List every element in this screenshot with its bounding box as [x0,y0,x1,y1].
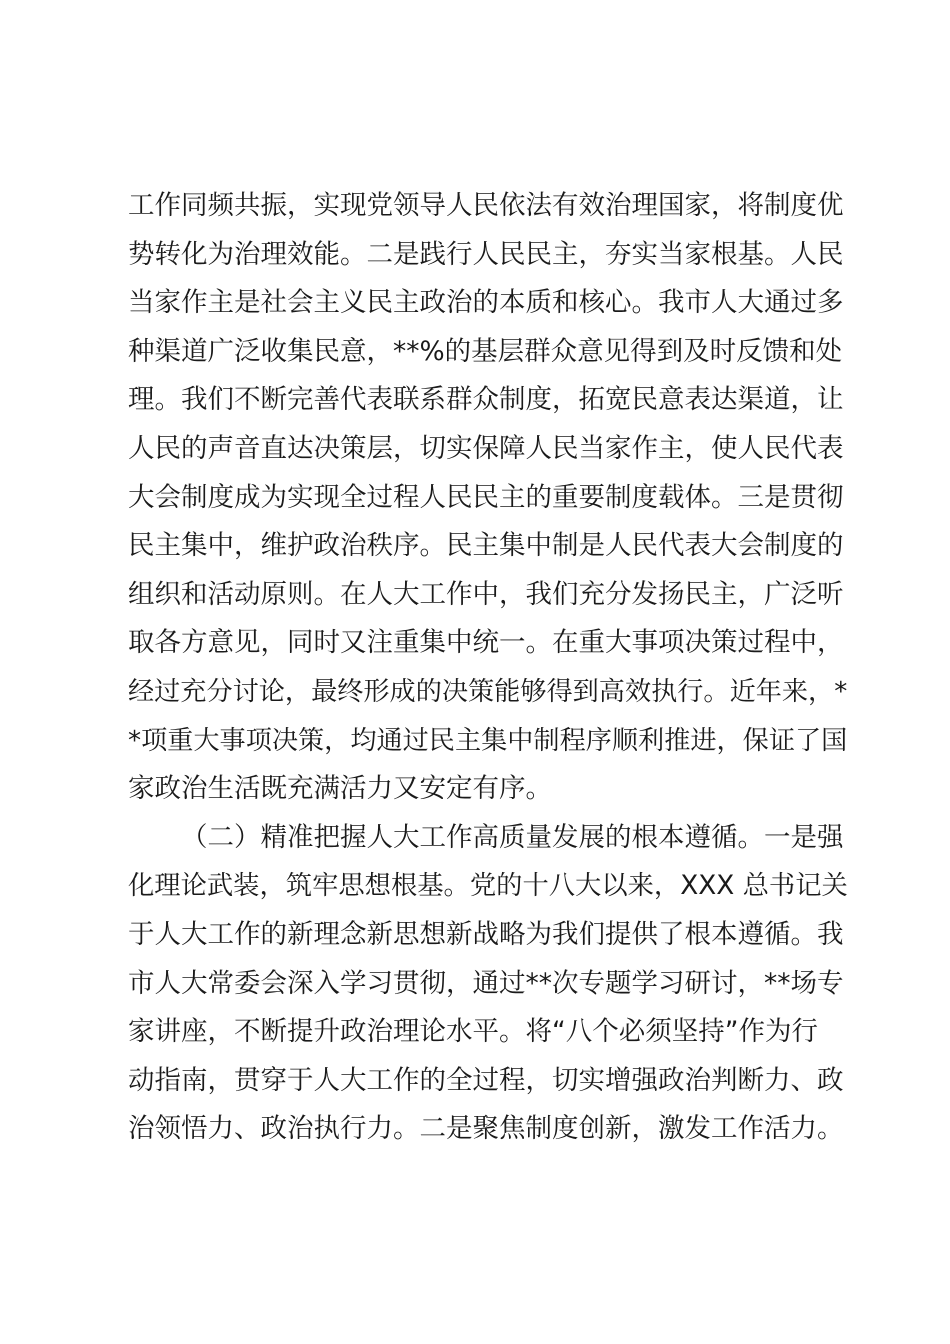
text-line: 民主集中，维护政治秩序。民主集中制是人民代表大会制度的 [128,530,844,562]
text-line: 动指南，贯穿于人大工作的全过程，切实增强政治判断力、政 [128,1064,844,1096]
text-line: 化理论武装，筑牢思想根基。党的十八大以来，XXX 总书记关 [128,871,848,902]
text-line: 理。我们不断完善代表联系群众制度，拓宽民意表达渠道，让 [128,384,844,416]
text-line: 当家作主是社会主义民主政治的本质和核心。我市人大通过多 [128,287,844,319]
text-line: 经过充分讨论，最终形成的决策能够得到高效执行。近年来，* [128,676,848,707]
text-line: 家讲座，不断提升政治理论水平。将“八个必须坚持”作为行 [128,1016,818,1048]
text-line: 组织和活动原则。在人大工作中，我们充分发扬民主，广泛听 [128,578,844,610]
text-line: 种渠道广泛收集民意，**%的基层群众意见得到及时反馈和处 [128,335,843,367]
section-heading-line: （二）精准把握人大工作高质量发展的根本遵循。一是强 [181,821,844,853]
text-line: 市人大常委会深入学习贯彻，通过**次专题学习研讨，**场专 [128,967,844,999]
text-line: 取各方意见，同时又注重集中统一。在重大事项决策过程中， [128,627,844,659]
text-line: 治领悟力、政治执行力。二是聚焦制度创新，激发工作活力。 [128,1113,844,1145]
text-line: 大会制度成为实现全过程人民民主的重要制度载体。三是贯彻 [128,481,844,513]
text-line: 势转化为治理效能。二是践行人民民主，夯实当家根基。人民 [128,238,844,270]
body-text [128,182,848,1154]
text-line: 工作同频共振，实现党领导人民依法有效治理国家，将制度优 [128,190,844,221]
text-line: *项重大事项决策，均通过民主集中制程序顺利推进，保证了国 [128,725,848,756]
text-line: 人民的声音直达决策层，切实保障人民当家作主，使人民代表 [128,432,844,464]
text-line: 于人大工作的新理念新思想新战略为我们提供了根本遵循。我 [128,918,844,950]
text-line: 家政治生活既充满活力又安定有序。 [128,773,552,805]
